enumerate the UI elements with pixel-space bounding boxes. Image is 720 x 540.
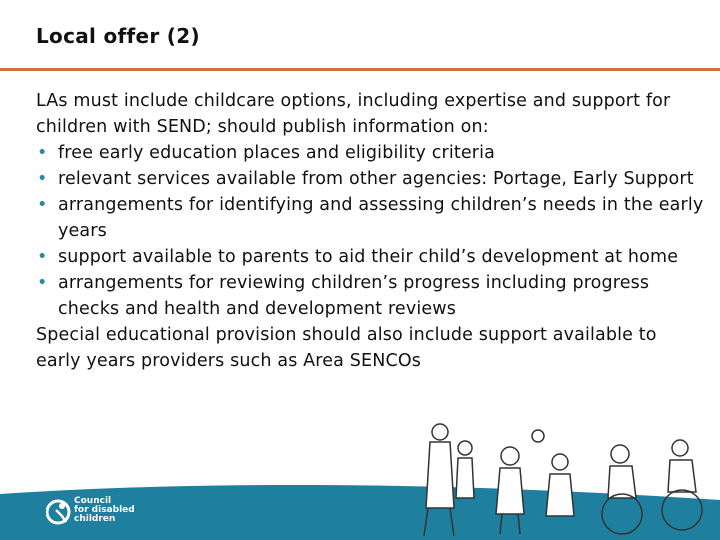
bullet-icon: • — [37, 247, 48, 267]
bullet-icon: • — [37, 273, 48, 293]
logo-line: children — [74, 514, 116, 524]
logo-line: for disabled — [74, 505, 135, 515]
bullet-icon: • — [37, 195, 48, 215]
logo-text — [74, 497, 135, 524]
list-item-text: arrangements for identifying and assessing children’s needs in the early years — [58, 195, 704, 241]
list-item-text: free early education places and eligibility criteria — [58, 143, 496, 163]
list-item — [36, 270, 706, 322]
list-item-text: relevant services available from other agencies: Portage, Early Support — [58, 169, 694, 189]
slide-body — [36, 88, 706, 374]
logo-line: Council — [74, 496, 112, 506]
bullet-icon: • — [37, 169, 48, 189]
list-item-text: arrangements for reviewing children’s progress including progress checks and health and development reviews — [58, 273, 650, 319]
bullet-icon: • — [37, 143, 48, 163]
title-divider — [0, 68, 720, 71]
intro-text: LAs must include childcare options, including expertise and support for children with SEND; should publish information on: — [36, 91, 671, 137]
children-illustration-icon — [410, 418, 720, 540]
list-item-text: support available to parents to aid their child’s development at home — [58, 247, 679, 267]
slide-title: Local offer (2) — [36, 24, 200, 48]
list-item — [36, 192, 706, 244]
list-item — [36, 244, 706, 270]
list-item — [36, 140, 706, 166]
closing-text: Special educational provision should also include support available to early years providers such as Area SENCOs — [36, 325, 657, 371]
list-item — [36, 166, 706, 192]
bullet-list — [36, 140, 706, 322]
